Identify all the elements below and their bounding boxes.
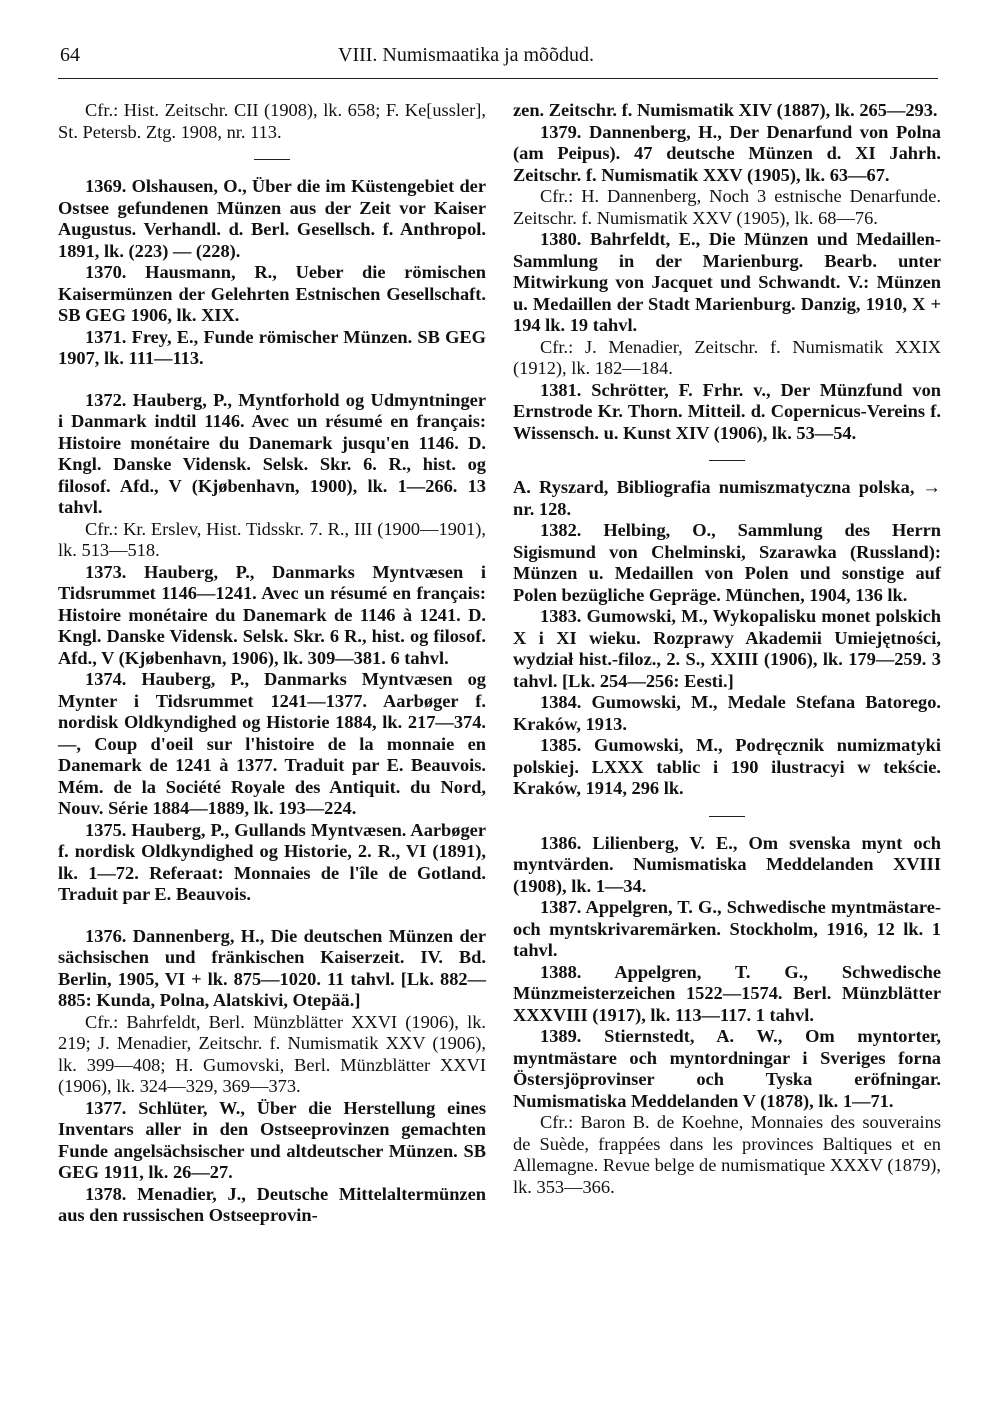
section-divider (254, 159, 290, 160)
citation-1380: Cfr.: J. Menadier, Zeitschr. f. Numismatik XXIX (1912), lk. 182—184. (513, 336, 941, 378)
entry-1373: 1373. Hauberg, P., Danmarks Myntvæsen i Tidsrummet 1146—1241. Avec un résumé en français: Histoire monétaire du Danemark de 1146 à 1241. D. Kngl. Danske Vidensk. Selsk. Skr. 6 R., hist. og filosof. Afd., V (Kjøbenhavn, 1906), lk. 309—381. 6 tahvl. (58, 561, 486, 668)
entry-1369: 1369. Olshausen, O., Über die im Küstengebiet der Ostsee gefundenen Münzen aus der Zeit vor Kaiser Augustus. Verhandl. d. Berl. Gesellsch. f. Anthropol. 1891, lk. (223) — (228). (58, 176, 486, 261)
entry-1378: 1378. Menadier, J., Deutsche Mittelaltermünzen aus den russischen Ostseeprovin- (58, 1183, 486, 1225)
entry-1385: 1385. Gumowski, M., Podręcznik numizmatyki polskiej. LXXX tablic i 190 ilustracyi w tekście. Kraków, 1914, 296 lk. (513, 735, 941, 798)
citation-note: Cfr.: Hist. Zeitschr. CII (1908), lk. 658; F. Ke[ussler], St. Petersb. Ztg. 1908, nr. 113. (58, 100, 486, 142)
entry-1374: 1374. Hauberg, P., Danmarks Myntvæsen og Mynter i Tidsrummet 1241—1377. Aarbøger f. nordisk Oldkyndighed og Historie 1884, lk. 217—374. —, Coup d'oeil sur l'histoire de la monnaie en Danemark de 1241 à 1377. Traduit par E. Beauvois. Mém. de la Société Royale des Antiquit. du Nord, Nouv. Série 1884—1889, lk. 193—224. (58, 669, 486, 818)
entry-1376: 1376. Dannenberg, H., Die deutschen Münzen der sächsischen und fränkischen Kaiserzeit. IV. Bd. Berlin, 1905, VI + lk. 875—1020. 11 tahvl. [Lk. 882—885: Kunda, Polna, Alatskivi, Otepää.] (58, 925, 486, 1010)
entry-1381: 1381. Schrötter, F. Frhr. v., Der Münzfund von Ernstrode Kr. Thorn. Mitteil. d. Copernicus-Vereins f. Wissensch. u. Kunst XIV (1906), lk. 53—54. (513, 379, 941, 443)
right-column (513, 100, 941, 1198)
entry-1386: 1386. Lilienberg, V. E., Om svenska mynt och myntvärden. Numismatiska Meddelanden XVIII (1908), lk. 1—34. (513, 832, 941, 896)
section-divider (709, 460, 745, 461)
entry-1387: 1387. Appelgren, T. G., Schwedische myntmästare- och myntskrivaremärken. Stockholm, 1916, 12 lk. 1 tahvl. (513, 897, 941, 960)
entry-1372: 1372. Hauberg, P., Myntforhold og Udmyntninger i Danmark indtil 1146. Avec un résumé en français: Histoire monétaire du Danemark jusqu'en 1146. D. Kngl. Danske Vidensk. Selsk. Skr. 6. R., hist. og filosof. Afd., V (Kjøbenhavn, 1900), lk. 1—266. 13 tahvl. (58, 389, 486, 517)
entry-1389: 1389. Stiernstedt, A. W., Om myntorter, myntmästare och myntordningar i Sveriges forna Östersjöprovinser och Tyska eröfningar. Numismatiska Meddelanden V (1878), lk. 1—71. (513, 1026, 941, 1111)
header-rule (58, 78, 938, 79)
citation-1379: Cfr.: H. Dannenberg, Noch 3 estnische Denarfunde. Zeitschr. f. Numismatik XXV (1905), lk. 68—76. (513, 186, 941, 228)
entry-1375: 1375. Hauberg, P., Gullands Myntvæsen. Aarbøger f. nordisk Oldkyndighed og Historie, 2. R., VI (1891), lk. 1—72. Referaat: Monnaies de l'île de Gotland. Traduit par E. Beauvois. (58, 819, 486, 904)
citation-1376: Cfr.: Bahrfeldt, Berl. Münzblätter XXVI (1906), lk. 219; J. Menadier, Zeitschr. f. Numismatik XXV (1906), lk. 399—408; H. Gumovski, Berl. Münzblätter XXVI (1906), lk. 324—329, 369—373. (58, 1011, 486, 1096)
citation-1372: Cfr.: Kr. Erslev, Hist. Tidsskr. 7. R., III (1900—1901), lk. 513—518. (58, 518, 486, 560)
citation-1389: Cfr.: Baron B. de Koehne, Monnaies des souverains de Suède, frappées dans les provinces Baltiques et en Allemagne. Revue belge de numismatique XXXV (1879), lk. 353—366. (513, 1112, 941, 1197)
running-title: VIII. Numismaatika ja mõõdud. (338, 44, 595, 66)
cross-reference-ryszard: A. Ryszard, Bibliografia numiszmatyczna polska, → nr. 128. (513, 477, 941, 519)
entry-1383: 1383. Gumowski, M., Wykopalisku monet polskich X i XI wieku. Rozprawy Akademii Umiejętności, wydział hist.-filoz., 2. S., XXIII (1906), lk. 179—259. 3 tahvl. [Lk. 254—256: Eesti.] (513, 606, 941, 691)
entry-1378-continued: zen. Zeitschr. f. Numismatik XIV (1887), lk. 265—293. (513, 100, 938, 120)
left-column (58, 100, 486, 1227)
entry-1379: 1379. Dannenberg, H., Der Denarfund von Polna (am Peipus). 47 deutsche Münzen d. XI Jahrh. Zeitschr. f. Numismatik XXV (1905), lk. 63—67. (513, 121, 941, 185)
section-divider (709, 816, 745, 817)
entry-1382: 1382. Helbing, O., Sammlung des Herrn Sigismund von Chelminski, Szarawka (Russland): Münzen u. Medaillen von Polen und sonstige auf Polen bezügliche Gepräge. München, 1904, 136 lk. (513, 520, 941, 605)
entry-1371: 1371. Frey, E., Funde römischer Münzen. SB GEG 1907, lk. 111—113. (58, 326, 486, 368)
entry-1384: 1384. Gumowski, M., Medale Stefana Batorego. Kraków, 1913. (513, 692, 941, 734)
page-number: 64 (60, 44, 80, 66)
spacer (58, 906, 486, 926)
entry-1377: 1377. Schlüter, W., Über die Herstellung eines Inventars aller in den Ostseeprovinzen gemachten Funde angelsächsischer und altdeutscher Münzen. SB GEG 1911, lk. 26—27. (58, 1097, 486, 1182)
spacer (58, 370, 486, 390)
entry-1380: 1380. Bahrfeldt, E., Die Münzen und Medaillen-Sammlung in der Marienburg. Bearb. unter Mitwirkung von Jacquet und Schwandt. V.: Münzen u. Medaillen der Stadt Marienburg. Danzig, 1910, X + 194 lk. 19 tahvl. (513, 229, 941, 335)
entry-1388: 1388. Appelgren, T. G., Schwedische Münzmeisterzeichen 1522—1574. Berl. Münzblätter XXXVIII (1917), lk. 113—117. 1 tahvl. (513, 961, 941, 1025)
entry-1370: 1370. Hausmann, R., Ueber die römischen Kaisermünzen der Gelehrten Estnischen Gesellschaft. SB GEG 1906, lk. XIX. (58, 262, 486, 325)
